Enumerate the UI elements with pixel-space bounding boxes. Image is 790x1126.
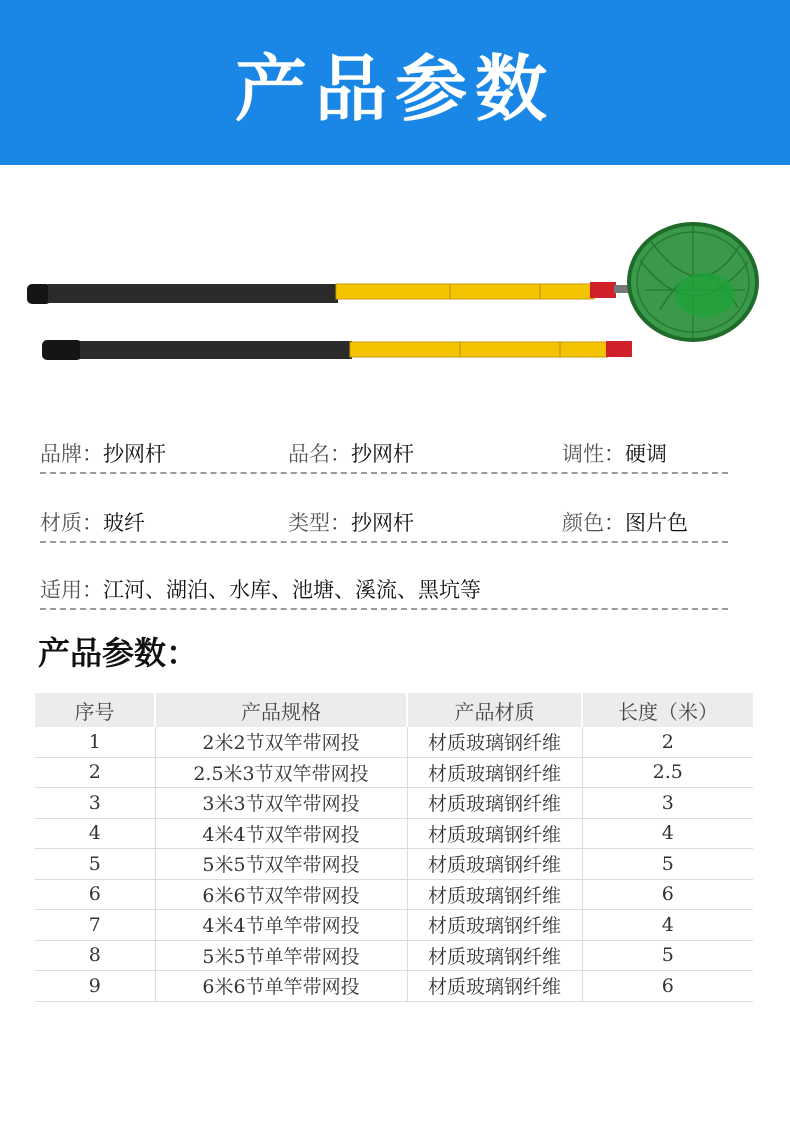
- section-title: 产品参数：: [38, 634, 199, 672]
- cell-length: 3: [582, 788, 753, 819]
- cell-spec: 5米5节双竿带网投: [155, 849, 407, 880]
- cell-index: 7: [35, 910, 155, 941]
- cell-material: 材质玻璃钢纤维: [407, 818, 582, 849]
- cell-index: 8: [35, 940, 155, 971]
- cell-material: 材质玻璃钢纤维: [407, 788, 582, 819]
- cell-length: 6: [582, 879, 753, 910]
- cell-index: 4: [35, 818, 155, 849]
- cell-length: 6: [582, 971, 753, 1002]
- cell-length: 2: [582, 727, 753, 757]
- cell-index: 1: [35, 727, 155, 757]
- table-row: [35, 727, 753, 757]
- spec-color: 颜色：图片色: [562, 511, 688, 535]
- table-row: [35, 971, 753, 1002]
- cell-index: 2: [35, 757, 155, 788]
- page-title: 产品参数: [234, 46, 555, 131]
- cell-index: 5: [35, 849, 155, 880]
- spec-row-1: [40, 432, 728, 474]
- cell-length: 5: [582, 940, 753, 971]
- cell-spec: 4米4节双竿带网投: [155, 818, 407, 849]
- cell-index: 3: [35, 788, 155, 819]
- cell-spec: 3米3节双竿带网投: [155, 788, 407, 819]
- table-row: [35, 849, 753, 880]
- table-row: [35, 910, 753, 941]
- cell-length: 5: [582, 849, 753, 880]
- cell-spec: 4米4节单竿带网投: [155, 910, 407, 941]
- cell-material: 材质玻璃钢纤维: [407, 757, 582, 788]
- header-index: 序号: [35, 693, 155, 727]
- landing-net-pole-short: [42, 340, 632, 360]
- table-row: [35, 818, 753, 849]
- spec-brand: 品牌：抄网杆: [40, 442, 166, 466]
- table-row: [35, 940, 753, 971]
- cell-length: 2.5: [582, 757, 753, 788]
- cell-material: 材质玻璃钢纤维: [407, 879, 582, 910]
- spec-row-3: [40, 568, 728, 610]
- params-table: [35, 693, 753, 1002]
- cell-material: 材质玻璃钢纤维: [407, 849, 582, 880]
- spec-product-name: 品名：抄网杆: [288, 442, 414, 466]
- header-length: 长度（米）: [582, 693, 753, 727]
- cell-material: 材质玻璃钢纤维: [407, 910, 582, 941]
- product-image: [0, 200, 790, 400]
- cell-index: 9: [35, 971, 155, 1002]
- cell-length: 4: [582, 818, 753, 849]
- cell-spec: 2米2节双竿带网投: [155, 727, 407, 757]
- cell-material: 材质玻璃钢纤维: [407, 727, 582, 757]
- table-row: [35, 757, 753, 788]
- table-row: [35, 788, 753, 819]
- header-banner: [0, 0, 790, 165]
- table-header-row: [35, 693, 753, 727]
- table-row: [35, 879, 753, 910]
- cell-material: 材质玻璃钢纤维: [407, 940, 582, 971]
- spec-usage: 适用：江河、湖泊、水库、池塘、溪流、黑坑等: [40, 578, 481, 602]
- spec-row-2: [40, 501, 728, 543]
- cell-material: 材质玻璃钢纤维: [407, 971, 582, 1002]
- cell-spec: 5米5节单竿带网投: [155, 940, 407, 971]
- spec-material: 材质：玻纤: [40, 511, 145, 535]
- landing-net-pole-long: [27, 282, 632, 304]
- cell-spec: 2.5米3节双竿带网投: [155, 757, 407, 788]
- spec-type: 类型：抄网杆: [288, 511, 414, 535]
- landing-net-hoop: [629, 224, 757, 340]
- cell-spec: 6米6节双竿带网投: [155, 879, 407, 910]
- cell-length: 4: [582, 910, 753, 941]
- header-spec: 产品规格: [155, 693, 407, 727]
- cell-spec: 6米6节单竿带网投: [155, 971, 407, 1002]
- spec-action: 调性：硬调: [562, 442, 667, 466]
- cell-index: 6: [35, 879, 155, 910]
- header-material: 产品材质: [407, 693, 582, 727]
